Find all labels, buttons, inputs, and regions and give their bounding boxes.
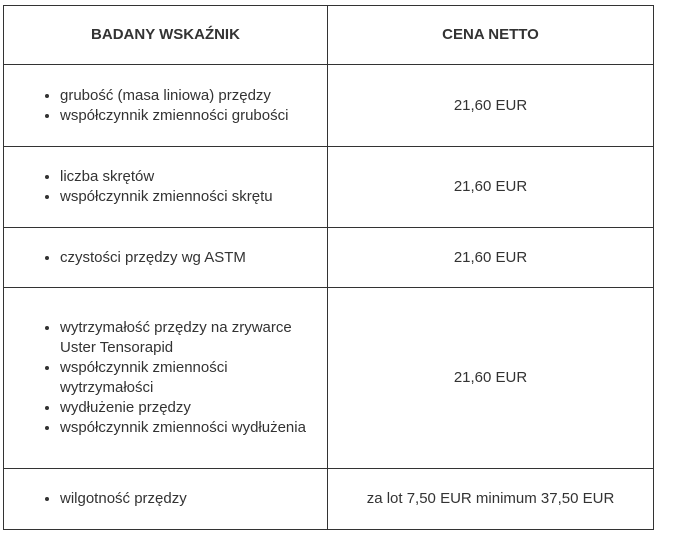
list-item: • czystości przędzy wg ASTM bbox=[60, 248, 323, 268]
list-item: • współczynnik zmienności wydłużenia bbox=[60, 418, 323, 438]
table-row bbox=[4, 288, 654, 469]
indicator-cell bbox=[4, 147, 328, 228]
indicator-list bbox=[4, 489, 327, 509]
price-table bbox=[3, 5, 654, 530]
indicator-cell bbox=[4, 469, 328, 530]
indicator-cell bbox=[4, 288, 328, 469]
list-item: • współczynnik zmienności wytrzymałości bbox=[60, 358, 323, 398]
list-item: • wydłużenie przędzy bbox=[60, 398, 323, 418]
indicator-list bbox=[4, 86, 327, 126]
table-row bbox=[4, 228, 654, 288]
indicator-cell bbox=[4, 228, 328, 288]
list-item: • współczynnik zmienności grubości bbox=[60, 106, 323, 126]
table-row bbox=[4, 469, 654, 530]
list-item: • wytrzymałość przędzy na zrywarce Uster Tensorapid bbox=[60, 318, 323, 358]
table-row bbox=[4, 147, 654, 228]
indicator-list bbox=[4, 248, 327, 268]
list-item: • grubość (masa liniowa) przędzy bbox=[60, 86, 323, 106]
price-cell: 21,60 EUR bbox=[328, 288, 654, 469]
list-item: • liczba skrętów bbox=[60, 167, 323, 187]
indicator-list bbox=[4, 318, 327, 438]
table-header-row bbox=[4, 6, 654, 65]
header-indicator: BADANY WSKAŹNIK bbox=[4, 6, 328, 65]
header-price: CENA NETTO bbox=[328, 6, 654, 65]
price-cell: 21,60 EUR bbox=[328, 228, 654, 288]
price-cell: za lot 7,50 EUR minimum 37,50 EUR bbox=[328, 469, 654, 530]
indicator-list bbox=[4, 167, 327, 207]
indicator-cell bbox=[4, 65, 328, 147]
table-row bbox=[4, 65, 654, 147]
price-cell: 21,60 EUR bbox=[328, 65, 654, 147]
list-item: • współczynnik zmienności skrętu bbox=[60, 187, 323, 207]
list-item: • wilgotność przędzy bbox=[60, 489, 323, 509]
price-cell: 21,60 EUR bbox=[328, 147, 654, 228]
